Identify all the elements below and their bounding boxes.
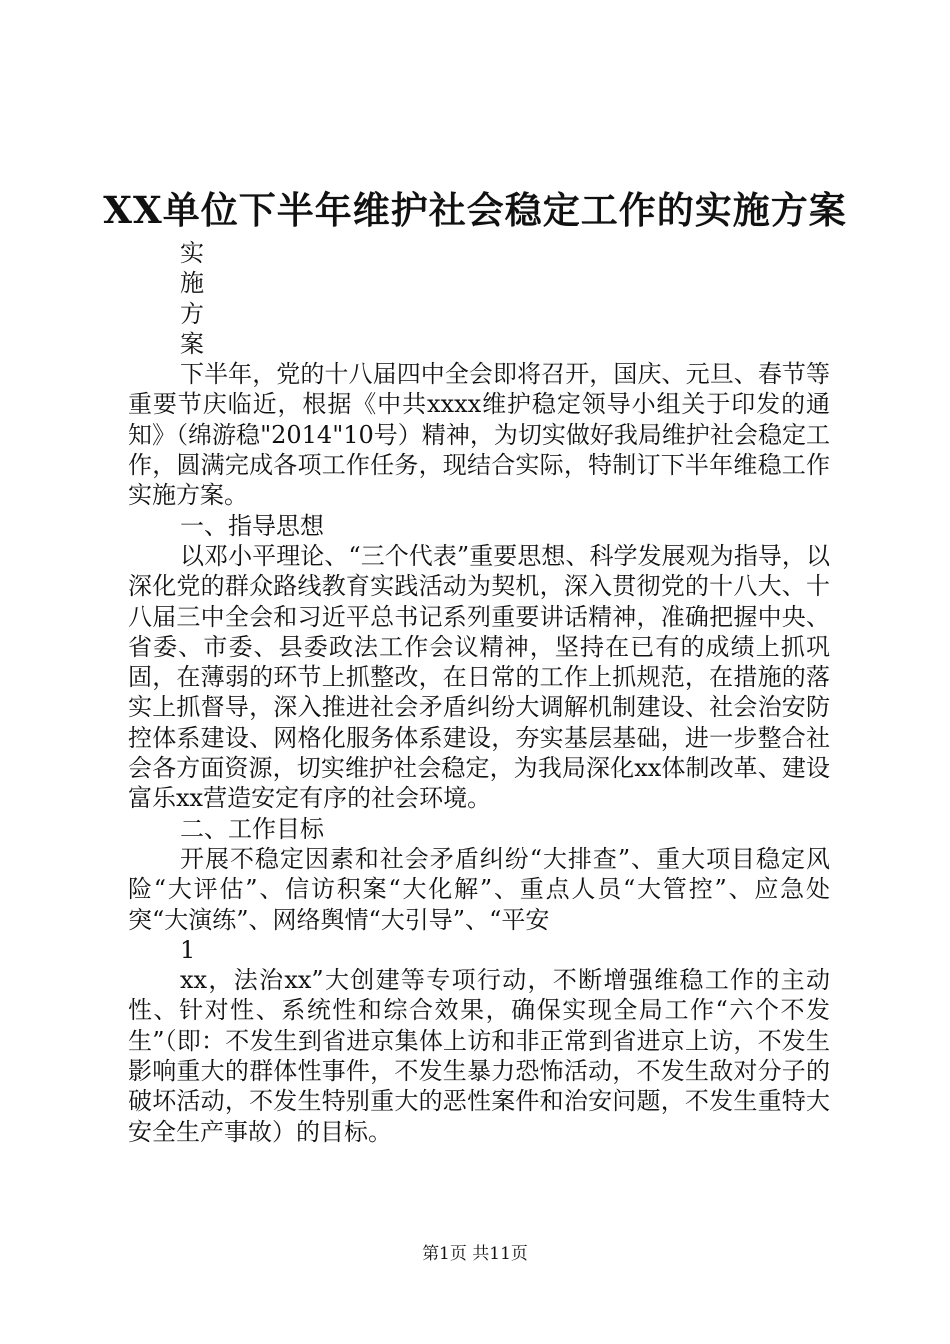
work-goals-paragraph-part1: 开展不稳定因素和社会矛盾纠纷“大排查”、重大项目稳定风险“大评估”、信访积案“大化解”、重点人员“大管控”、应急处突“大演练”、网络舆情“大引导”、“平安: [128, 844, 830, 934]
document-title: XX单位下半年维护社会稳定工作的实施方案: [103, 188, 847, 232]
section-heading-guiding-ideology: 一、指导思想: [180, 511, 324, 540]
page-footer: 第1页 共11页: [422, 1244, 528, 1264]
vertical-char: 施: [180, 269, 204, 298]
guiding-ideology-paragraph: 以邓小平理论、“三个代表”重要思想、科学发展观为指导，以深化党的群众路线教育实践活动为契机，深入贯彻党的十八大、十八届三中全会和习近平总书记系列重要讲话精神，准确把握中央、省委、市委、县委政法工作会议精神，坚持在已有的成绩上抓巩固，在薄弱的环节上抓整改，在日常的工作上抓规范，在措施的落实上抓督导，深入推进社会矛盾纠纷大调解机制建设、社会治安防控体系建设、网格化服务体系建设，夯实基层基础，进一步整合社会各方面资源，切实维护社会稳定，为我局深化xx体制改革、建设富乐xx营造安定有序的社会环境。: [128, 541, 830, 813]
section-heading-work-goals: 二、工作目标: [180, 814, 324, 843]
inline-page-number: 1: [180, 935, 196, 964]
intro-paragraph: 下半年，党的十八届四中全会即将召开，国庆、元旦、春节等重要节庆临近，根据《中共xxxx维护稳定领导小组关于印发的通知》（绵游稳"2014"10号）精神，为切实做好我局维护社会稳定工作，圆满完成各项工作任务，现结合实际，特制订下半年维稳工作实施方案。: [128, 360, 830, 510]
document-body: [128, 238, 830, 1147]
work-goals-paragraph-part2: xx，法治xx”大创建等专项行动，不断增强维稳工作的主动性、针对性、系统性和综合效果，确保实现全局工作“六个不发生”（即：不发生到省进京集体上访和非正常到省进京上访，不发生影响重大的群体性事件，不发生暴力恐怖活动，不发生敌对分子的破坏活动，不发生特别重大的恶性案件和治安问题，不发生重特大安全生产事故）的目标。: [128, 966, 830, 1146]
vertical-char: 案: [180, 329, 204, 358]
vertical-char: 实: [180, 239, 204, 267]
vertical-char: 方: [180, 299, 204, 328]
